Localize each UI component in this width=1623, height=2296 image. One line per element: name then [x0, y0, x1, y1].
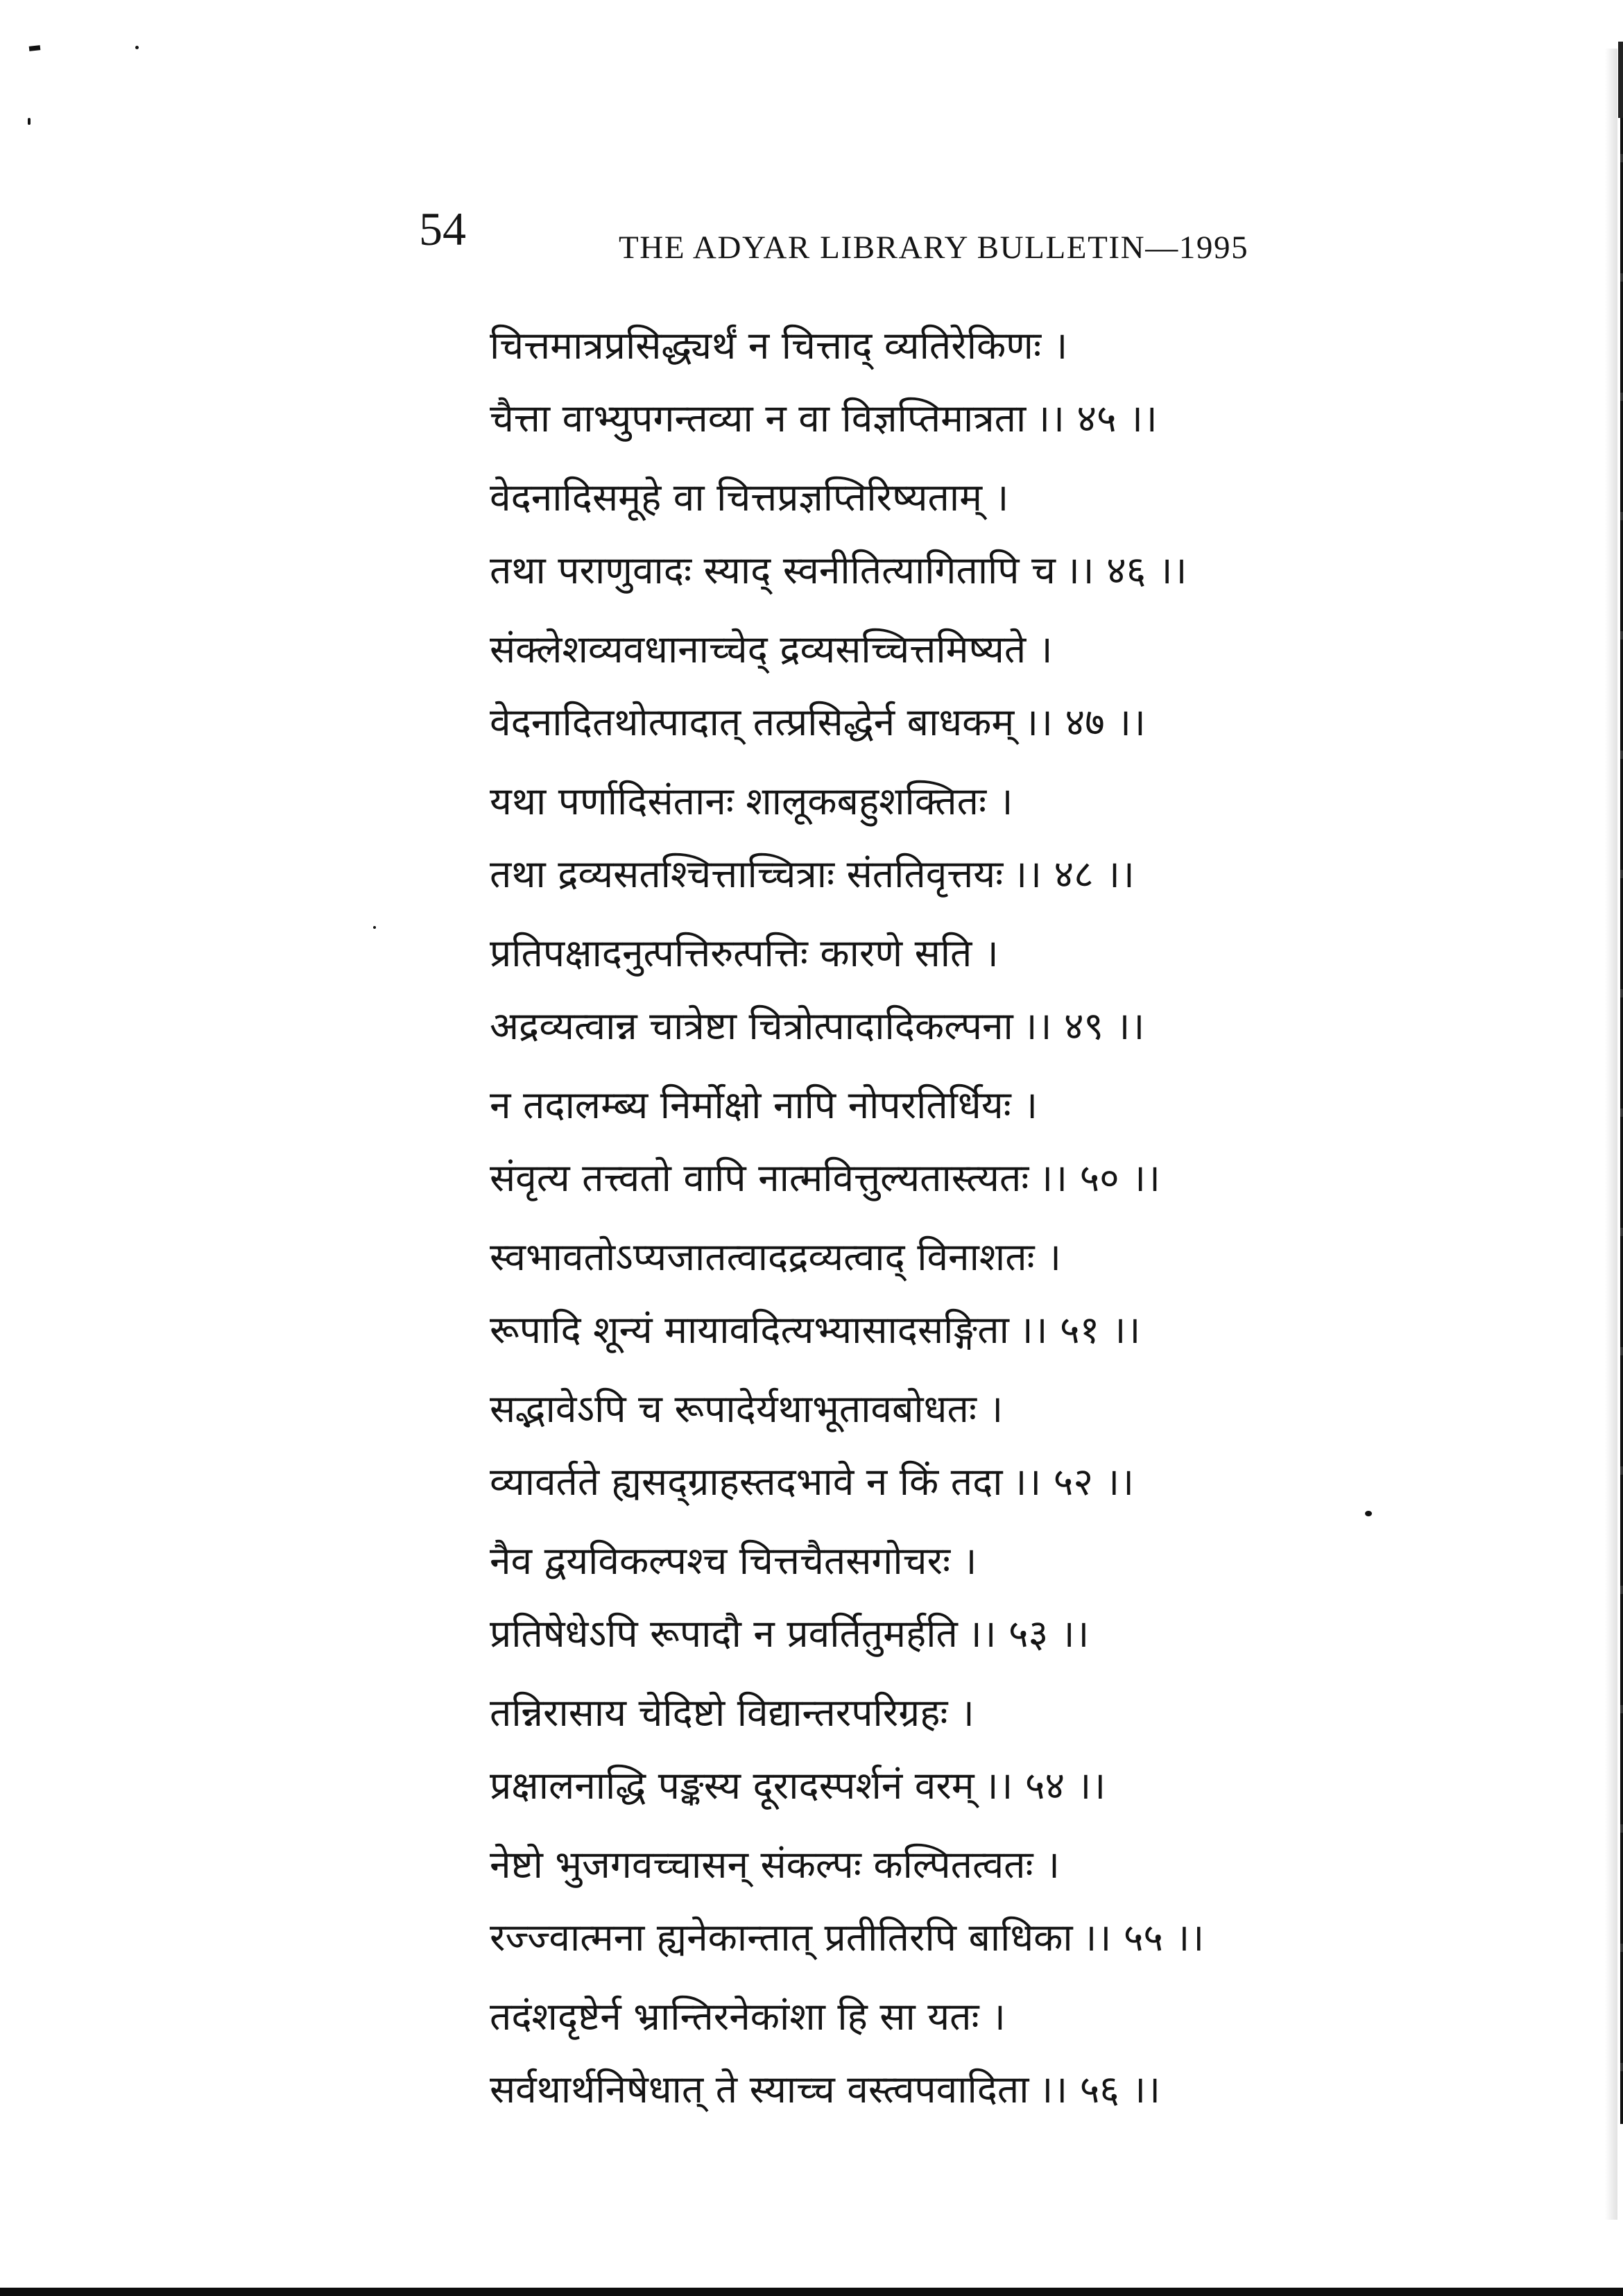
verse-number: ।। ५१ ।।: [1018, 1308, 1141, 1352]
scan-speck: [373, 926, 376, 929]
verse-line-1: नेष्टो भुजगवच्चासन् संकल्पः कल्पितत्वतः ।: [490, 1842, 1060, 1887]
verse-line-2: [490, 838, 1447, 911]
verse-line-1: चित्तमात्रप्रसिद्ध्यर्थं न चित्ताद् व्यतिरेकिणः ।: [490, 323, 1068, 368]
verse-text: तथा द्रव्यसतश्चित्ताच्चित्राः संततिवृत्तयः: [490, 852, 1004, 896]
verse-number: ।। ५४ ।।: [984, 1763, 1106, 1808]
verse-line-2: [490, 1446, 1447, 1518]
verse-46: [490, 461, 1447, 613]
verse-line-2: [490, 1901, 1447, 1974]
verse-text: सर्वथार्थनिषेधात् ते स्याच्च वस्त्वपवादिता: [490, 2067, 1029, 2111]
running-title: THE ADYAR LIBRARY BULLETIN—1995: [619, 230, 1249, 266]
verse-line-1: यथा पर्णादिसंतानः शालूकबहुशक्तितः ।: [490, 779, 1013, 823]
verse-line-2: [490, 1294, 1447, 1367]
verse-number: ।। ४७ ।।: [1024, 700, 1146, 744]
verse-text: प्रक्षालनाद्धि पङ्कस्य दूरादस्पर्शनं वरम्: [490, 1763, 974, 1808]
verse-line-1: तन्निरासाय चेदिष्टो विद्यान्तरपरिग्रहः ।: [490, 1690, 974, 1735]
verse-line-1: प्रतिपक्षादनुत्पत्तिरुत्पत्तिः कारणे सति ।: [490, 931, 999, 975]
verse-text: संवृत्य तत्त्वतो वापि नात्मवित्तुल्यतास्त्यतः: [490, 1156, 1029, 1200]
verse-line-2: [490, 1749, 1447, 1822]
verse-50: [490, 1069, 1447, 1221]
verse-line-2: [490, 1142, 1447, 1215]
verse-line-1: सद्भावेऽपि च रूपादेर्यथाभूतावबोधतः ।: [490, 1387, 1004, 1431]
verse-number: ।। ४८ ।।: [1013, 852, 1135, 896]
verse-52: [490, 1373, 1447, 1525]
verse-number: ।। ५० ।।: [1038, 1156, 1160, 1200]
verse-line-1: तदंशदृष्टेर्न भ्रान्तिरनेकांशा हि सा यतः ।: [490, 1994, 1006, 2039]
scan-speck: [28, 118, 31, 125]
verse-text: प्रतिषेधेऽपि रूपादौ न प्रवर्तितुमर्हति: [490, 1611, 958, 1656]
verse-55: [490, 1828, 1447, 1980]
page-edge-top: [1618, 42, 1623, 118]
verse-number: ।। ५३ ।।: [967, 1611, 1090, 1656]
verse-line-2: [490, 534, 1447, 607]
page-number: 54: [419, 203, 466, 255]
verse-text: रज्ज्वात्मना ह्यनेकान्तात् प्रतीतिरपि बाधिका: [490, 1915, 1073, 1960]
verse-number: ।। ५२ ।।: [1012, 1459, 1135, 1504]
verse-line-1: स्वभावतोऽप्यजातत्वादद्रव्यत्वाद् विनाशतः ।: [490, 1235, 1061, 1279]
verse-48: [490, 765, 1447, 917]
verse-number: ।। ४५ ।।: [1036, 396, 1158, 440]
verse-text: चैत्ता वाभ्युपगन्तव्या न वा विज्ञप्तिमात्रता: [490, 396, 1027, 440]
verse-54: [490, 1677, 1447, 1828]
verse-text: अद्रव्यत्वान्न चात्रेष्टा चित्रोत्पादादिकल्पना: [490, 1004, 1013, 1048]
verse-text: व्यावर्तते ह्यसद्ग्राहस्तदभावे न किं तदा: [490, 1459, 1003, 1504]
verse-text: तथा पराणुवादः स्याद् स्वनीतित्यागितापि च: [490, 548, 1056, 592]
verse-line-2: [490, 2053, 1447, 2126]
page-edge: [1620, 43, 1623, 2124]
bottom-edge: [0, 2288, 1623, 2296]
verse-text: रूपादि शून्यं मायावदित्यभ्यासादसङ्गिता: [490, 1308, 1009, 1352]
verse-line-2: [490, 990, 1447, 1063]
verse-51: [490, 1221, 1447, 1373]
verse-47: [490, 613, 1447, 765]
verse-53: [490, 1525, 1447, 1677]
verse-number: ।। ५५ ।।: [1082, 1915, 1205, 1960]
verse-line-2: [490, 1597, 1447, 1670]
binding-shadow: [1605, 49, 1617, 2220]
verse-number: ।। ५६ ।।: [1038, 2067, 1161, 2111]
verse-line-1: वेदनादिसमूहे वा चित्तप्रज्ञप्तिरिष्यताम् ।: [490, 475, 1009, 520]
verse-line-1: नैव द्वयविकल्पश्च चित्तचैतसगोचरः ।: [490, 1539, 977, 1583]
verse-line-2: [490, 686, 1447, 759]
verse-45: [490, 309, 1447, 461]
scan-speck: [29, 45, 41, 51]
verse-number: ।। ४६ ।।: [1065, 548, 1187, 592]
verse-list: [490, 309, 1447, 2132]
verse-line-2: [490, 382, 1447, 455]
scan-speck: [135, 46, 139, 49]
verse-56: [490, 1980, 1447, 2132]
verse-49: [490, 917, 1447, 1069]
verse-line-1: संक्लेशव्यवधानाच्चेद् द्रव्यसच्चित्तमिष्यते ।: [490, 627, 1053, 671]
verse-text: वेदनादितथोत्पादात् तत्प्रसिद्धेर्न बाधकम्: [490, 700, 1015, 744]
verse-line-1: न तदालम्ब्य निर्मोक्षो नापि नोपरतिर्धियः ।: [490, 1083, 1038, 1127]
verse-number: ।। ४९ ।।: [1022, 1004, 1145, 1048]
